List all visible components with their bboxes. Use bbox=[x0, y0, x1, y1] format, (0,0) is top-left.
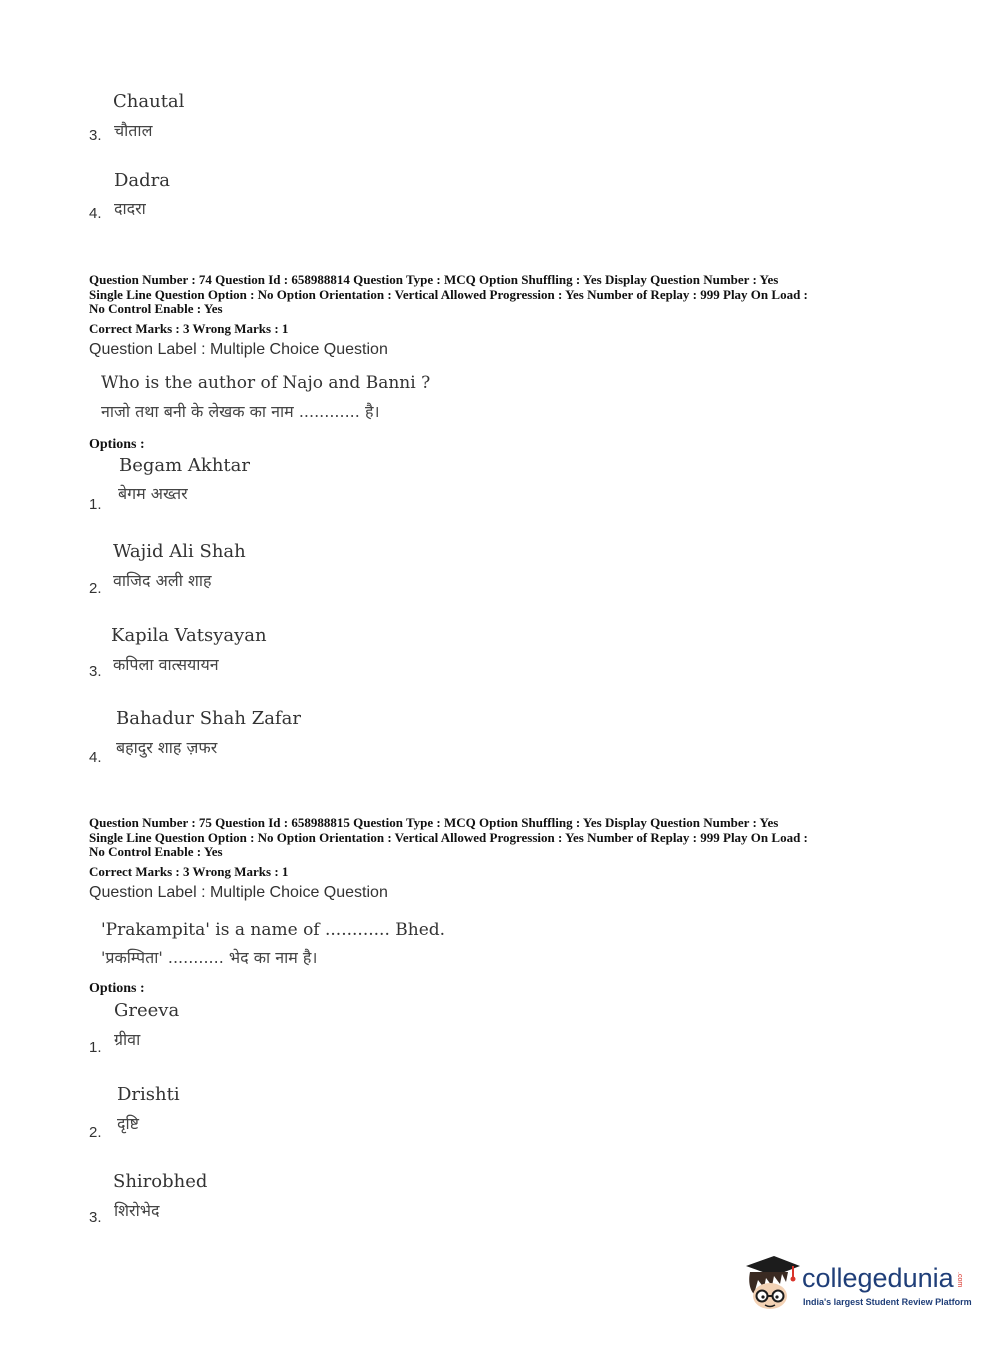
option-text-hi: शिरोभेद bbox=[114, 1201, 160, 1220]
option-text-en: Chautal bbox=[113, 91, 185, 112]
option-text-hi: दादरा bbox=[114, 199, 146, 218]
options-heading: Options : bbox=[89, 437, 145, 452]
option-number: 4. bbox=[89, 205, 102, 222]
option-number: 4. bbox=[89, 749, 102, 766]
option-text-hi: वाजिद अली शाह bbox=[113, 571, 212, 590]
options-heading: Options : bbox=[89, 981, 145, 996]
option-text-en: Greeva bbox=[114, 1000, 180, 1021]
option-number: 2. bbox=[89, 580, 102, 597]
option-number: 3. bbox=[89, 1209, 102, 1226]
option-number: 2. bbox=[89, 1124, 102, 1141]
option-text-hi: चौताल bbox=[114, 121, 153, 140]
meta-line: No Control Enable : Yes bbox=[89, 844, 223, 859]
option-text-en: Kapila Vatsyayan bbox=[111, 625, 267, 646]
option-text-en: Begam Akhtar bbox=[119, 455, 250, 476]
question-label: Question Label : Multiple Choice Question bbox=[89, 341, 388, 358]
logo-tagline: India's largest Student Review Platform bbox=[803, 1297, 972, 1307]
question-text-hi: नाजो तथा बनी के लेखक का नाम ............ है। bbox=[101, 402, 380, 421]
question-text-hi: 'प्रकम्पिता' ........... भेद का नाम है। bbox=[101, 948, 318, 967]
option-text-hi: दृष्टि bbox=[117, 1114, 139, 1133]
meta-line: Single Line Question Option : No Option Orientation : Vertical Allowed Progression : Yes Number of Replay : 999 Play On Load : bbox=[89, 286, 808, 302]
question-marks: Correct Marks : 3 Wrong Marks : 1 bbox=[89, 321, 289, 336]
student-mascot-icon bbox=[740, 1250, 802, 1312]
option-text-en: Shirobhed bbox=[113, 1171, 208, 1192]
option-text-hi: ग्रीवा bbox=[114, 1030, 141, 1049]
collegedunia-logo bbox=[740, 1250, 970, 1320]
logo-suffix: .com bbox=[956, 1272, 963, 1288]
question-text-en: Who is the author of Najo and Banni ? bbox=[101, 373, 431, 393]
option-number: 1. bbox=[89, 1039, 102, 1056]
option-text-hi: बेगम अख्तर bbox=[118, 484, 188, 503]
meta-line: No Control Enable : Yes bbox=[89, 301, 223, 316]
option-text-hi: कपिला वात्सयायन bbox=[113, 655, 219, 674]
question-marks: Correct Marks : 3 Wrong Marks : 1 bbox=[89, 864, 289, 879]
question-text-en: 'Prakampita' is a name of ............ Bhed. bbox=[101, 920, 446, 940]
option-number: 3. bbox=[89, 127, 102, 144]
logo-wordmark: collegedunia bbox=[802, 1263, 954, 1293]
option-text-en: Bahadur Shah Zafar bbox=[116, 708, 301, 729]
option-text-en: Drishti bbox=[117, 1084, 180, 1105]
option-text-en: Dadra bbox=[114, 170, 171, 191]
question-meta bbox=[89, 273, 808, 317]
meta-line: Question Number : 75 Question Id : 658988815 Question Type : MCQ Option Shuffling : Yes Display Question Number : Yes bbox=[89, 815, 779, 830]
meta-line: Single Line Question Option : No Option Orientation : Vertical Allowed Progression : Yes Number of Replay : 999 Play On Load : bbox=[89, 829, 808, 845]
option-number: 1. bbox=[89, 496, 102, 513]
option-text-hi: बहादुर शाह ज़फर bbox=[116, 738, 218, 757]
meta-line: Question Number : 74 Question Id : 658988814 Question Type : MCQ Option Shuffling : Yes Display Question Number : Yes bbox=[89, 272, 779, 287]
option-text-en: Wajid Ali Shah bbox=[113, 541, 246, 562]
question-meta bbox=[89, 816, 808, 860]
question-label: Question Label : Multiple Choice Question bbox=[89, 884, 388, 901]
option-number: 3. bbox=[89, 663, 102, 680]
